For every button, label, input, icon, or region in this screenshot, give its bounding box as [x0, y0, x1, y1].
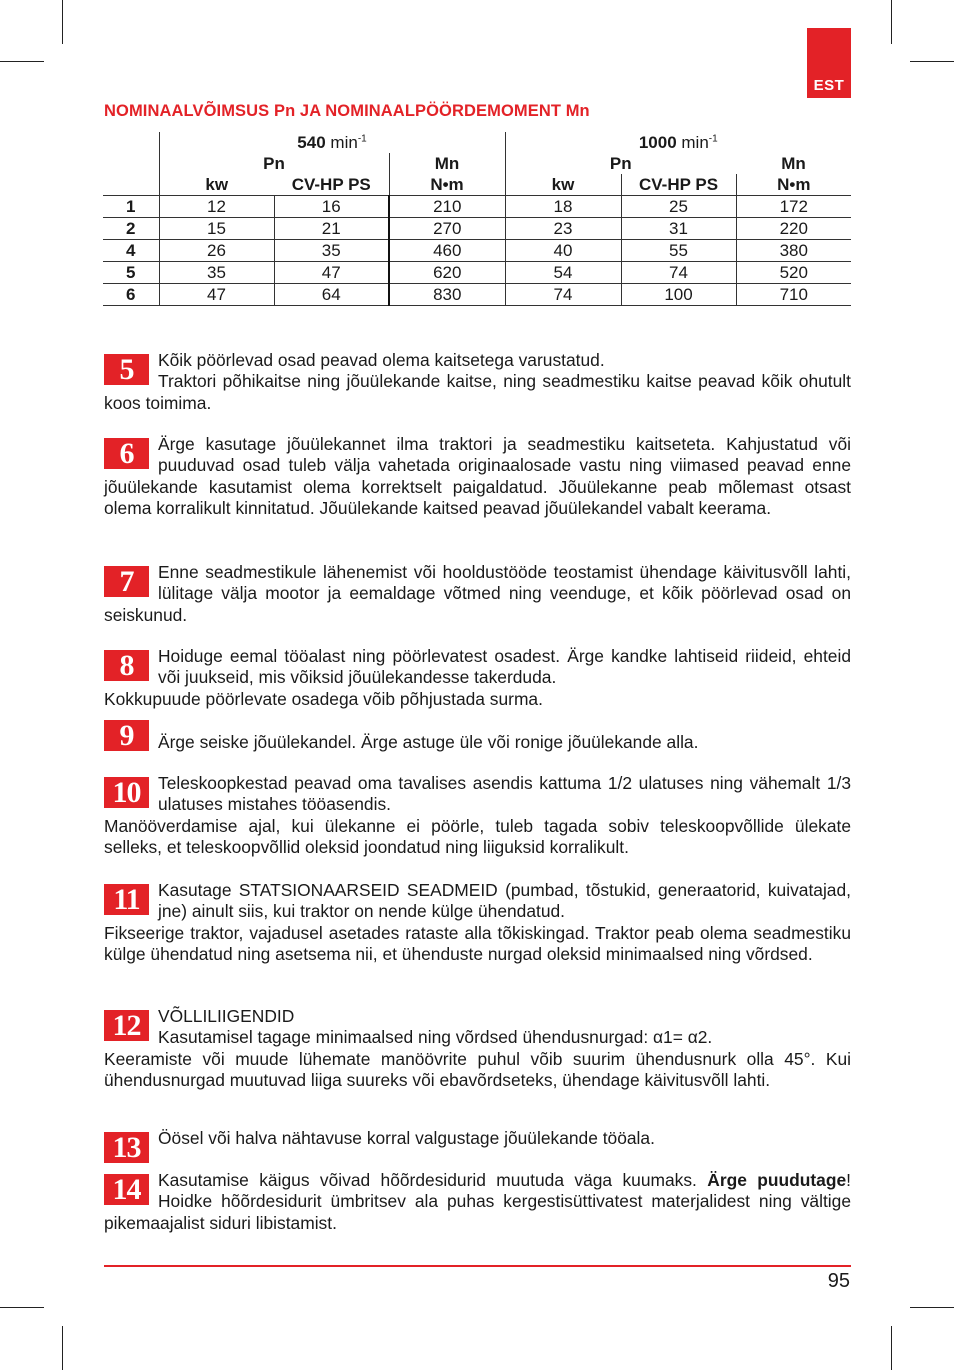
table-header-speed — [103, 132, 851, 153]
cell: 23 — [505, 218, 621, 240]
item-text: Traktori põhikaitse ning jõuülekande kaitse, ning seadmestiku kaitse peavad kõik ohutult koos toimima. — [104, 371, 851, 413]
cell: 18 — [505, 196, 621, 218]
item-text: Kõik pöörlevad osad peavad olema kaitsetega varustatud. — [158, 350, 605, 370]
cell: 380 — [736, 240, 851, 262]
cell: 35 — [274, 240, 389, 262]
item-text: Fikseerige traktor, vajadusel asetades rataste alla tõkiskingad. Traktor peab olema seadmestiku külge ühendatud ning asetsema nii, et ühenduste nurgad oleksid minimaalsed ning võrdsed. — [104, 922, 851, 964]
row-id: 2 — [103, 218, 159, 240]
cell: 26 — [159, 240, 274, 262]
page-number: 95 — [827, 1270, 850, 1292]
cell: 620 — [389, 262, 505, 284]
speed-1000-header: 1000 $\min^{-1}$ — [505, 132, 851, 153]
item-text: Ärge kasutage jõuülekannet ilma traktori ja seadmestiku kaitseteta. Kahjustatud või puuduvad osad tuleb välja vahetada originaalosade vastu ning viimased peavad enne jõuülekande kasutamist olema korrektselt paigaldatud. Jõuülekanne peab mõlemast otsast olema korralikult kinnitatud. Jõuülekande kaitsed peavad jõuülekandel vabalt keerama. — [104, 434, 851, 518]
cell: 16 — [274, 196, 389, 218]
cell: 172 — [736, 196, 851, 218]
cell: 15 — [159, 218, 274, 240]
cell: 21 — [274, 218, 389, 240]
cell: 40 — [505, 240, 621, 262]
item-number-badge: 13 — [104, 1132, 149, 1163]
cell: 710 — [736, 284, 851, 306]
cell: 35 — [159, 262, 274, 284]
safety-item-9 — [104, 719, 851, 753]
crop-mark — [0, 61, 44, 62]
cell: 830 — [389, 284, 505, 306]
crop-mark — [891, 1326, 892, 1370]
item-number-badge: 7 — [104, 566, 149, 597]
item-text: Kokkupuude pöörlevate osadega võib põhjustada surma. — [104, 688, 543, 709]
cell: 55 — [621, 240, 736, 262]
nm-header: N•m — [736, 174, 851, 196]
item-number-badge: 9 — [104, 720, 149, 751]
item-number-badge: 14 — [104, 1174, 149, 1205]
cell: 220 — [736, 218, 851, 240]
cell: 74 — [621, 262, 736, 284]
table-row — [103, 240, 851, 262]
cell: 12 — [159, 196, 274, 218]
safety-item-11 — [104, 880, 851, 965]
item-text: Kasutamisel tagage minimaalsed ning võrdsed ühendusnurgad: α1= α2. — [158, 1027, 713, 1048]
table-row — [103, 218, 851, 240]
safety-item-12 — [104, 1006, 851, 1091]
cell: 64 — [274, 284, 389, 306]
table-header-quantity — [103, 153, 851, 174]
table-row — [103, 284, 851, 306]
crop-mark — [62, 0, 63, 44]
item-text: Ärge seiske jõuülekandel. Ärge astuge üle või ronige jõuülekande alla. — [158, 732, 699, 752]
cell: 47 — [274, 262, 389, 284]
crop-mark — [0, 1307, 44, 1308]
cell: 460 — [389, 240, 505, 262]
section-title: NOMINAALVÕIMSUS Pn JA NOMINAALPÖÖRDEMOMENT Mn — [104, 102, 590, 120]
kw-header: kw — [505, 174, 621, 196]
crop-mark — [891, 0, 892, 44]
cell: 31 — [621, 218, 736, 240]
footer-rule — [104, 1265, 851, 1267]
cell: 520 — [736, 262, 851, 284]
safety-item-8 — [104, 646, 851, 710]
row-id: 4 — [103, 240, 159, 262]
cvhp-header: CV-HP PS — [621, 174, 736, 196]
item-text: Hoiduge eemal tööalast ning pöörlevatest osadest. Ärge kandke lahtiseid riideid, ehteid või juukseid, mis võiksid jõuülekandesse takerduda. — [158, 646, 851, 688]
item-text: Manööverdamise ajal, kui ülekanne ei pöörle, tuleb tagada sobiv teleskoopvõllide ülekate selleks, et teleskoopvõllid oleksid joondatud ning liiguksid korralikult. — [104, 815, 851, 857]
table-row — [103, 196, 851, 218]
table-row — [103, 262, 851, 284]
kw-header: kw — [159, 174, 274, 196]
nm-header: N•m — [389, 174, 505, 196]
safety-item-5 — [104, 350, 851, 414]
cell: 100 — [621, 284, 736, 306]
crop-mark — [910, 61, 954, 62]
pn-header: Pn — [159, 153, 389, 174]
row-id: 6 — [103, 284, 159, 306]
language-tab: EST — [807, 28, 851, 98]
safety-item-14 — [104, 1170, 851, 1234]
cell: 47 — [159, 284, 274, 306]
crop-mark — [910, 1307, 954, 1308]
item-number-badge: 12 — [104, 1010, 149, 1041]
cell: 270 — [389, 218, 505, 240]
cvhp-header: CV-HP PS — [274, 174, 389, 196]
cell: 74 — [505, 284, 621, 306]
cell: 25 — [621, 196, 736, 218]
cell: 210 — [389, 196, 505, 218]
item-number-badge: 6 — [104, 438, 149, 469]
cell: 54 — [505, 262, 621, 284]
item-number-badge: 8 — [104, 650, 149, 681]
item-text: Öösel või halva nähtavuse korral valgustage jõuülekande tööala. — [158, 1128, 655, 1148]
item-number-badge: 5 — [104, 354, 149, 385]
row-id: 5 — [103, 262, 159, 284]
table-header-units — [103, 174, 851, 196]
safety-item-13 — [104, 1128, 851, 1163]
item-number-badge: 10 — [104, 777, 149, 808]
item-text: Kasutage STATSIONAARSEID SEADMEID (pumbad, tõstukid, generaatorid, kuivatajad, jne) ainult siis, kui traktor on nende külge ühendatud. — [158, 880, 851, 922]
safety-item-10 — [104, 773, 851, 858]
safety-item-7 — [104, 562, 851, 626]
power-torque-table — [103, 132, 851, 306]
speed-540-header: 540 $\min^{-1}$ — [159, 132, 505, 153]
item-text: Kasutamise käigus võivad hõõrdesidurid muutuda väga kuumaks. Ärge puudutage! Hoidke hõõrdesidurit ümbritsev ala puhas kergestisüttivatest materjalidest ning vältige pikemaajalist siduri libistamist. — [104, 1170, 851, 1233]
item-text: Teleskoopkestad peavad oma tavalises asendis kattuma 1/2 ulatuses ning vähemalt 1/3 ulatuses mistahes tööasendis. — [158, 773, 851, 815]
item-text: Enne seadmestikule lähenemist või hooldustööde teostamist ühendage käivitusvõll lahti, lülitage välja mootor ja eemaldage võtmed ning veenduge, et kõik pöörlevad osad on seiskunud. — [104, 562, 851, 625]
mn-header: Mn — [389, 153, 505, 174]
item-text: Keeramiste või muude lühemate manöövrite puhul võib suurim ühendusnurk olla 45°. Kui ühendusnurgad muutuvad liiga suureks või ebavõrdseteks, ühendage käivitusvõll lahti. — [104, 1048, 851, 1090]
item-number-badge: 11 — [104, 884, 149, 915]
row-id: 1 — [103, 196, 159, 218]
warning-emphasis: Ärge puudutage — [707, 1170, 847, 1190]
mn-header: Mn — [781, 154, 806, 173]
pn-header: Pn — [505, 153, 736, 174]
crop-mark — [62, 1326, 63, 1370]
safety-item-6 — [104, 434, 851, 519]
item-heading: VÕLLILIIGENDID — [158, 1006, 295, 1026]
